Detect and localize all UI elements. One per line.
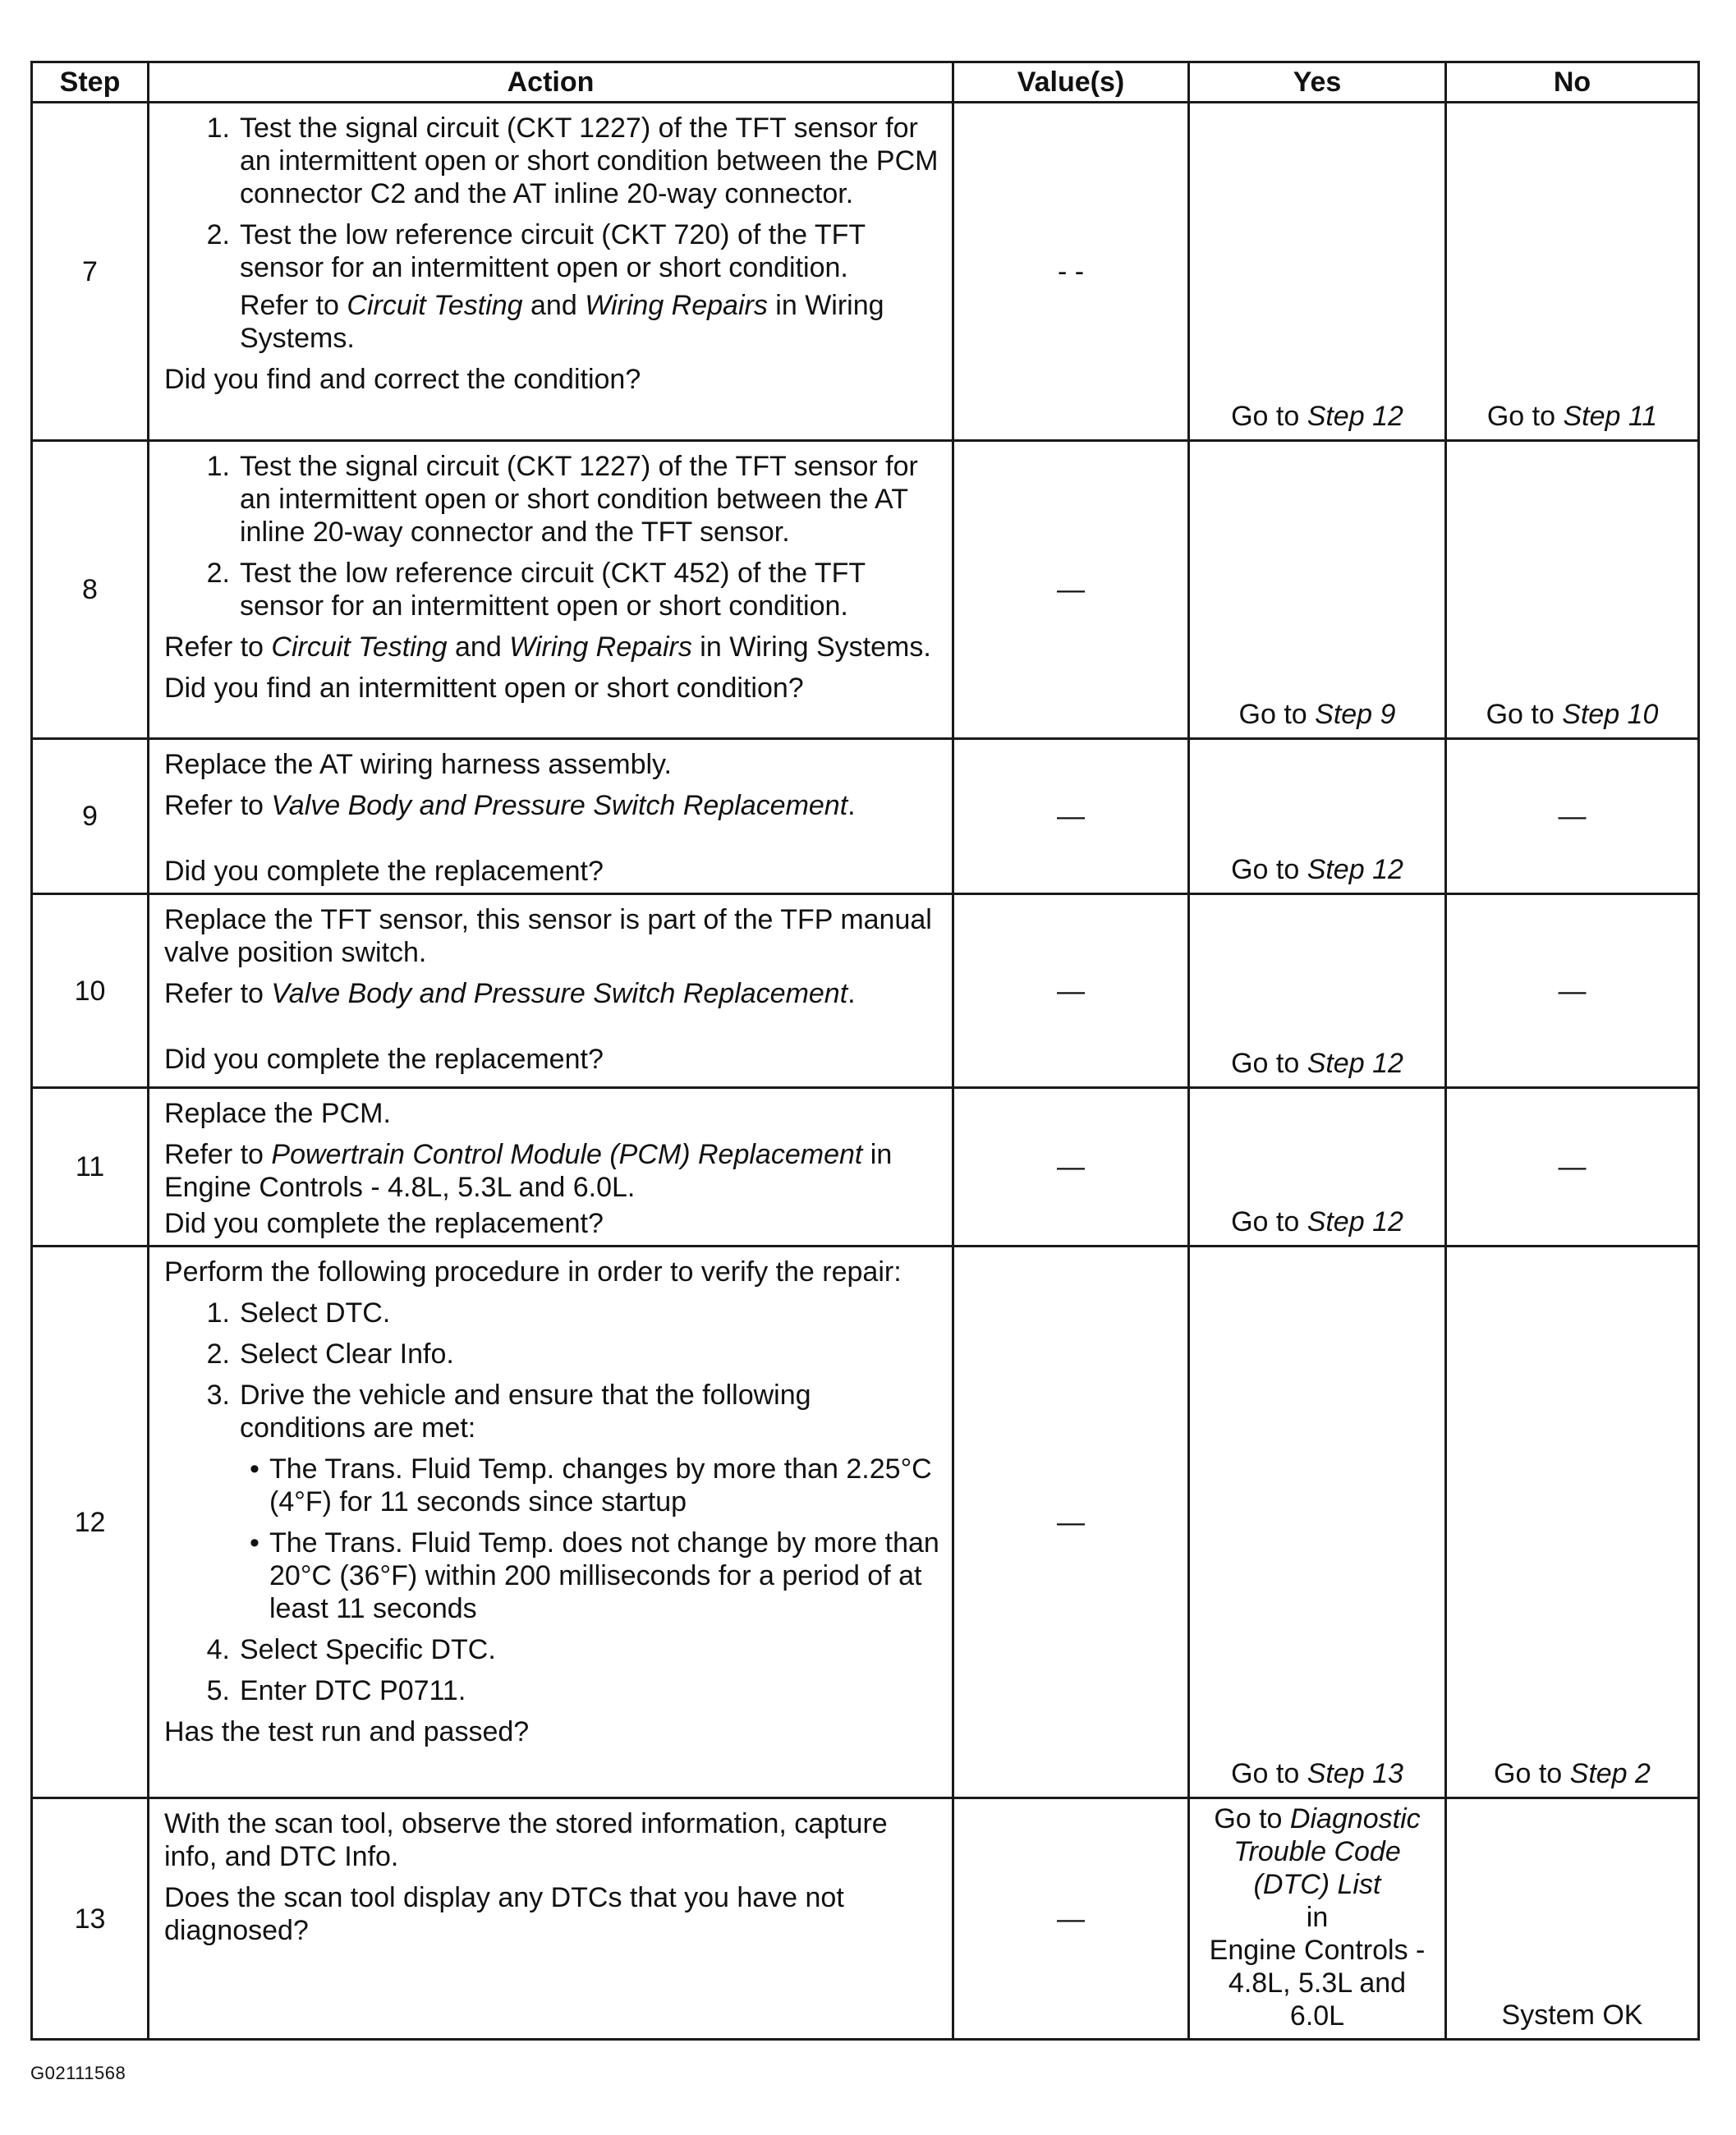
no-cell: Go to Step 2 (1446, 1247, 1699, 1798)
numbered-item (164, 1633, 940, 1666)
value-cell: — (953, 739, 1189, 894)
bullet-icon: • (250, 1527, 259, 1559)
action-cell (149, 1798, 953, 2040)
yes-cell: Go to Step 9 (1189, 441, 1446, 739)
value-cell: — (953, 894, 1189, 1088)
item-text: Enter DTC P0711. (240, 1675, 466, 1706)
numbered-item (164, 557, 940, 622)
yes-cell: Go to Step 12 (1189, 1088, 1446, 1247)
action-cell (149, 1088, 953, 1247)
no-cell: System OK (1446, 1798, 1699, 2040)
no-cell: Go to Step 10 (1446, 441, 1699, 739)
step-number: 7 (32, 103, 149, 441)
item-number: 2. (206, 558, 230, 589)
yes-cell: Go to Step 12 (1189, 894, 1446, 1088)
numbered-item (164, 1674, 940, 1707)
refer-text: Refer to Powertrain Control Module (PCM) Replacement in Engine Controls - 4.8L, 5.3L and 6.0L. (164, 1139, 893, 1203)
yes-cell: Go to Diagnostic Trouble Code (DTC) List in Engine Controls - 4.8L, 5.3L and 6.0L (1189, 1798, 1446, 2040)
question-text: Does the scan tool display any DTCs that you have not diagnosed? (164, 1882, 844, 1946)
value-cell: — (953, 441, 1189, 739)
no-cell: — (1446, 1088, 1699, 1247)
numbered-item (164, 1379, 940, 1444)
item-number: 3. (206, 1380, 230, 1411)
action-text: Replace the AT wiring harness assembly. (164, 749, 672, 780)
item-text: Select Specific DTC. (240, 1634, 496, 1665)
value-cell: — (953, 1088, 1189, 1247)
step-number: 8 (32, 441, 149, 739)
table-row (32, 1798, 1699, 2040)
action-cell (149, 441, 953, 739)
yes-cell: Go to Step 13 (1189, 1247, 1446, 1798)
numbered-item (164, 1338, 940, 1371)
value-cell: — (953, 1247, 1189, 1798)
refer-text: Refer to Circuit Testing and Wiring Repairs in Wiring Systems. (164, 631, 931, 663)
bullet-item (164, 1453, 940, 1518)
numbered-item (164, 450, 940, 549)
value-cell: - - (953, 103, 1189, 441)
refer-text: Refer to Circuit Testing and Wiring Repairs in Wiring Systems. (240, 290, 884, 354)
table-row (32, 441, 1699, 739)
refer-text: Refer to Valve Body and Pressure Switch Replacement. (164, 790, 856, 821)
item-number: 1. (206, 112, 230, 144)
item-number: 2. (206, 1338, 230, 1370)
action-text: Replace the PCM. (164, 1098, 391, 1129)
numbered-item (164, 112, 940, 210)
bullet-text: The Trans. Fluid Temp. changes by more than 2.25°C (4°F) for 11 seconds since startup (269, 1453, 932, 1517)
action-cell (149, 103, 953, 441)
question-text: Has the test run and passed? (164, 1716, 530, 1747)
step-number: 13 (32, 1798, 149, 2040)
step-number: 11 (32, 1088, 149, 1247)
table-row (32, 894, 1699, 1088)
yes-cell: Go to Step 12 (1189, 103, 1446, 441)
table-row (32, 1088, 1699, 1247)
action-text: With the scan tool, observe the stored information, capture info, and DTC Info. (164, 1808, 888, 1872)
no-cell: Go to Step 11 (1446, 103, 1699, 441)
item-text: Test the signal circuit (CKT 1227) of the TFT sensor for an intermittent open or short condition between the PCM connector C2 and the AT inline 20-way connector. (240, 112, 939, 209)
action-cell (149, 1247, 953, 1798)
action-text: Replace the TFT sensor, this sensor is part of the TFP manual valve position switch. (164, 904, 932, 968)
header-step: Step (32, 62, 149, 103)
refer-text: Refer to Valve Body and Pressure Switch Replacement. (164, 978, 856, 1009)
yes-cell: Go to Step 12 (1189, 739, 1446, 894)
step-number: 9 (32, 739, 149, 894)
bullet-text: The Trans. Fluid Temp. does not change by more than 20°C (36°F) within 200 milliseconds for a period of at least 11 seconds (269, 1527, 939, 1624)
question-text: Did you find an intermittent open or short condition? (164, 673, 804, 704)
item-number: 1. (206, 451, 230, 482)
header-action: Action (149, 62, 953, 103)
diagnostic-table (30, 61, 1700, 2041)
item-text: Test the low reference circuit (CKT 720) of the TFT sensor for an intermittent open or short condition. (240, 219, 866, 283)
table-row (32, 1247, 1699, 1798)
item-text: Select DTC. (240, 1297, 391, 1329)
figure-id: G02111568 (30, 2063, 126, 2083)
action-cell (149, 894, 953, 1088)
numbered-item (164, 218, 940, 284)
numbered-item (164, 1297, 940, 1329)
header-row (32, 62, 1699, 103)
table-row (32, 103, 1699, 441)
step-number: 10 (32, 894, 149, 1088)
bullet-icon: • (250, 1453, 259, 1485)
question-text: Did you complete the replacement? (164, 1044, 604, 1075)
question-text: Did you complete the replacement? (164, 856, 604, 887)
step-number: 12 (32, 1247, 149, 1798)
action-cell (149, 739, 953, 894)
item-text: Select Clear Info. (240, 1338, 454, 1370)
header-no: No (1446, 62, 1699, 103)
question-text: Did you complete the replacement? (164, 1208, 604, 1239)
item-text: Test the low reference circuit (CKT 452) of the TFT sensor for an intermittent open or short condition. (240, 558, 866, 622)
header-yes: Yes (1189, 62, 1446, 103)
item-number: 1. (206, 1297, 230, 1329)
question-text: Did you find and correct the condition? (164, 364, 641, 395)
item-number: 4. (206, 1634, 230, 1665)
item-number: 5. (206, 1675, 230, 1706)
bullet-item (164, 1527, 940, 1625)
header-values: Value(s) (953, 62, 1189, 103)
item-number: 2. (206, 219, 230, 250)
no-cell: — (1446, 894, 1699, 1088)
value-cell: — (953, 1798, 1189, 2040)
item-text: Drive the vehicle and ensure that the following conditions are met: (240, 1380, 811, 1444)
table-row (32, 739, 1699, 894)
no-cell: — (1446, 739, 1699, 894)
item-text: Test the signal circuit (CKT 1227) of the TFT sensor for an intermittent open or short condition between the AT inline 20-way connector and the TFT sensor. (240, 451, 918, 548)
action-text: Perform the following procedure in order to verify the repair: (164, 1256, 902, 1288)
